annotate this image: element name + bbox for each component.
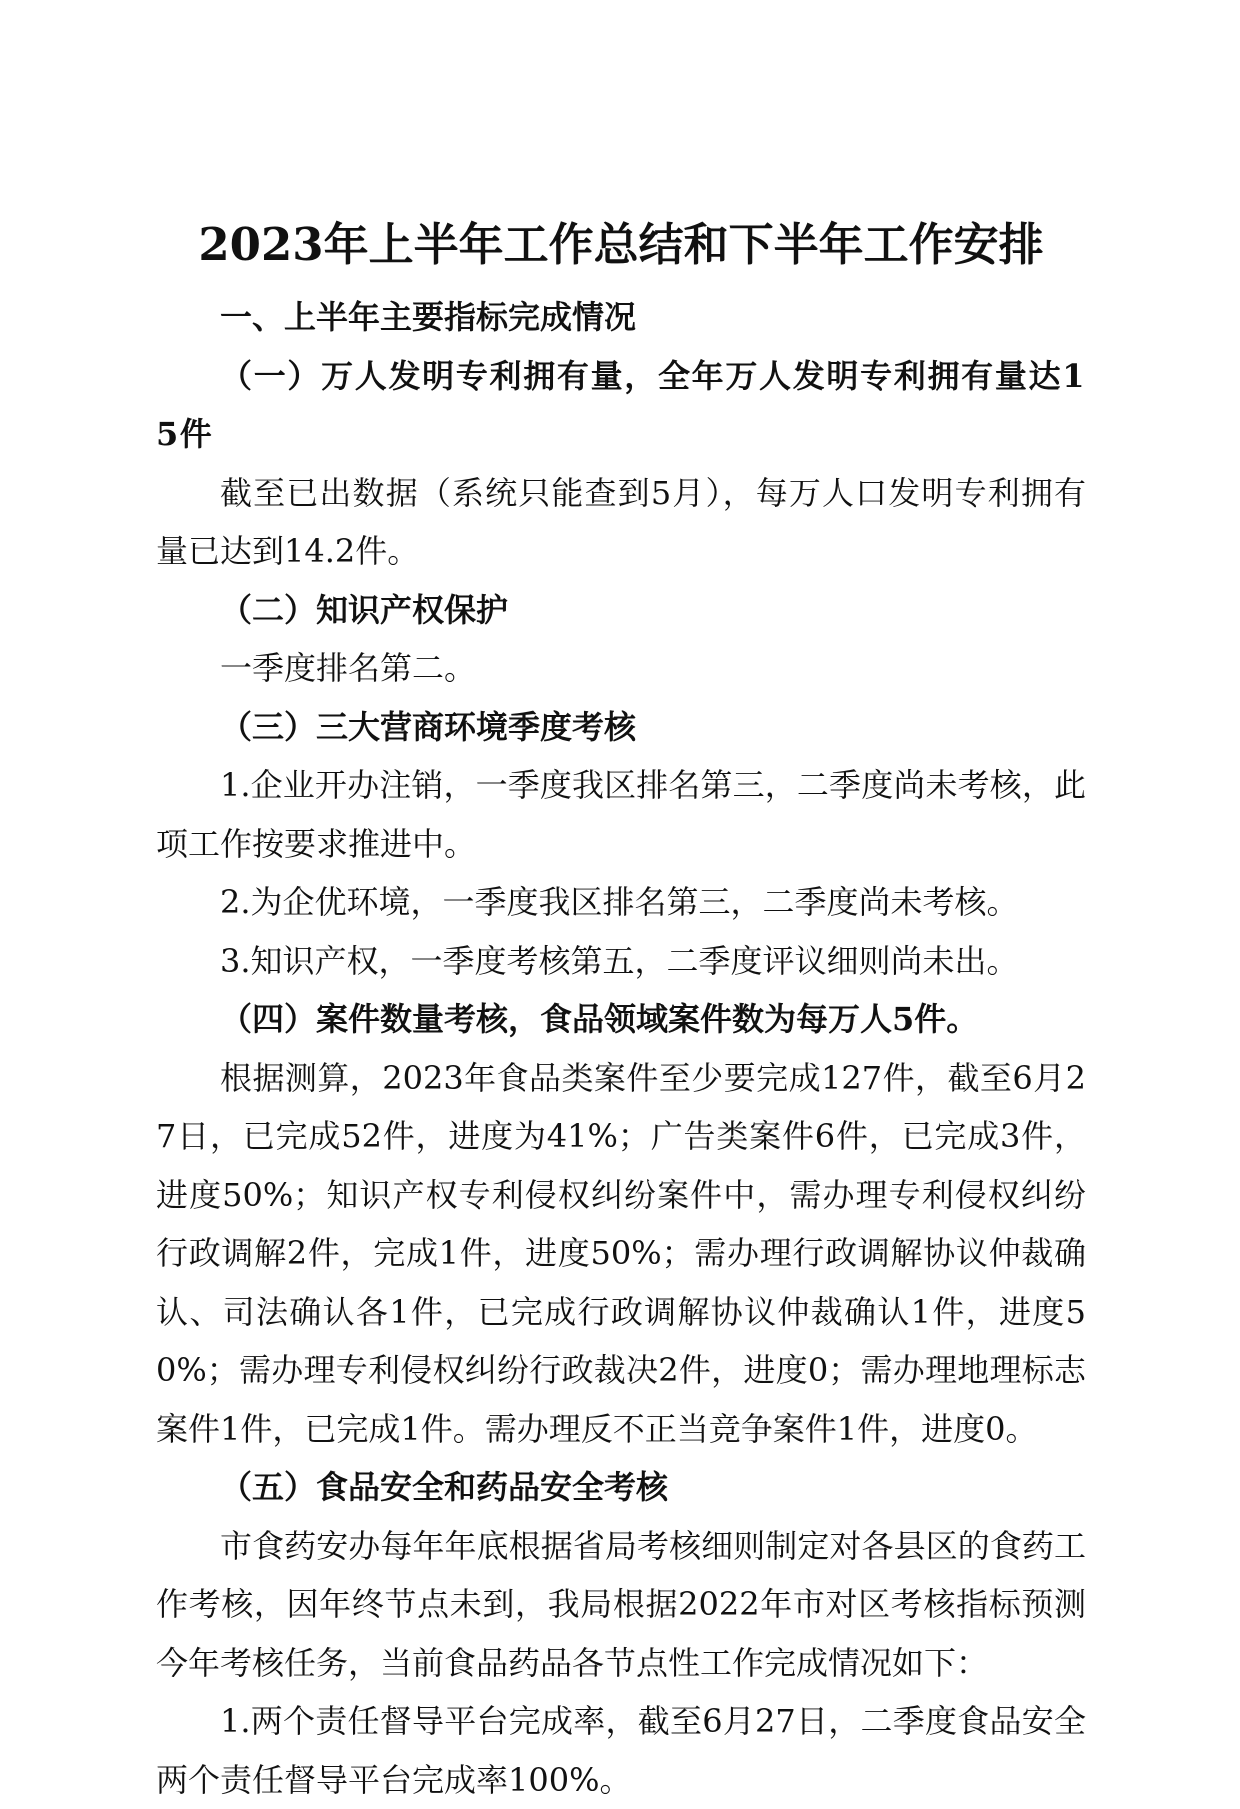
document-title: 2023年上半年工作总结和下半年工作安排 (198, 218, 1044, 271)
list-item-1: 1.企业开办注销，一季度我区排名第三，二季度尚未考核，此项工作按要求推进中。 (156, 766, 1086, 863)
paragraph-food-drug-assessment: 市食药安办每年年底根据省局考核细则制定对各县区的食药工作考核，因年终节点未到，我局根据2022年市对区考核指标预测今年考核任务，当前食品药品各节点性工作完成情况如下： (156, 1526, 1086, 1682)
subsection-heading-3: （三）三大营商环境季度考核 (220, 707, 637, 746)
subsection-heading-4: （四）案件数量考核，食品领域案件数为每万人5件。 (220, 1000, 979, 1038)
section-heading-1: 一、上半年主要指标完成情况 (220, 298, 637, 336)
subsection-heading-1: （一）万人发明专利拥有量，全年万人发明专利拥有量达15件 (156, 356, 1086, 453)
paragraph-patent-data: 截至已出数据（系统只能查到5月），每万人口发明专利拥有量已达到14.2件。 (156, 473, 1086, 570)
subsection-heading-2: （二）知识产权保护 (220, 590, 509, 629)
document-page (156, 212, 1086, 1809)
list-item-2: 2.为企优环境，一季度我区排名第三，二季度尚未考核。 (220, 883, 1019, 921)
paragraph-ip-ranking: 一季度排名第二。 (220, 649, 477, 687)
paragraph-case-progress: 根据测算，2023年食品类案件至少要完成127件，截至6月27日，已完成52件，进度为41%；广告类案件6件，已完成3件，进度50%；知识产权专利侵权纠纷案件中，需办理专利侵权纠纷行政调解2件，完成1件，进度50%；需办理行政调解协议仲裁确认、司法确认各1件，已完成行政调解协议仲裁确认1件，进度50%；需办理专利侵权纠纷行政裁决2件，进度0；需办理地理标志案件1件，已完成1件。需办理反不正当竞争案件1件，进度0。 (156, 1058, 1086, 1448)
list-item-platform-completion: 1.两个责任督导平台完成率，截至6月27日，二季度食品安全两个责任督导平台完成率100%。 (156, 1702, 1086, 1799)
subsection-heading-5: （五）食品安全和药品安全考核 (220, 1468, 669, 1506)
list-item-3: 3.知识产权，一季度考核第五，二季度评议细则尚未出。 (220, 941, 1019, 980)
